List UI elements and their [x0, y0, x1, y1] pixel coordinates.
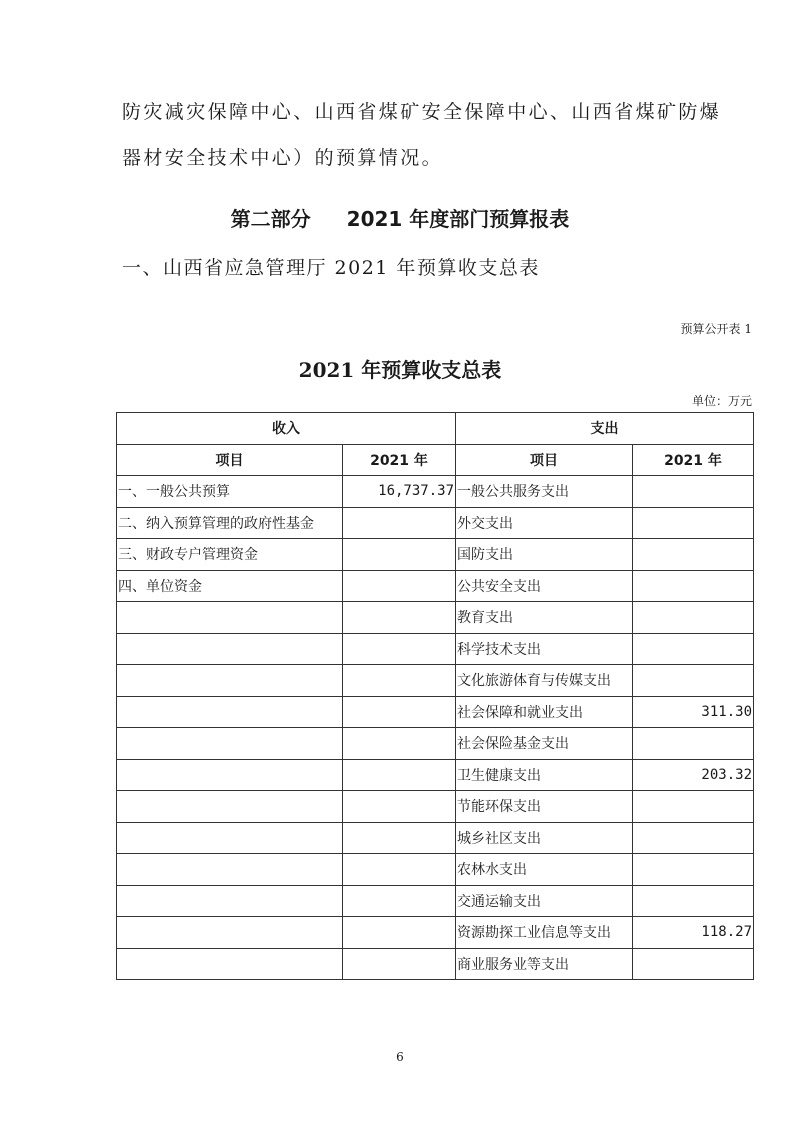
section-heading: 一、山西省应急管理厅 2021 年预算收支总表	[122, 257, 540, 279]
income-value-cell: 16,737.37	[343, 476, 456, 508]
table-row	[117, 633, 754, 665]
income-value-cell	[343, 791, 456, 823]
income-value-cell	[343, 570, 456, 602]
income-item-cell	[117, 602, 343, 634]
expense-value-cell	[633, 948, 754, 980]
table-row	[117, 602, 754, 634]
expense-item-header: 项目	[456, 444, 633, 476]
expense-item-cell: 节能环保支出	[456, 791, 633, 823]
table-row	[117, 728, 754, 760]
table-row	[117, 476, 754, 508]
table-title: 2021 年预算收支总表	[298, 358, 502, 382]
expense-value-cell	[633, 728, 754, 760]
expense-year-header: 2021 年	[633, 444, 754, 476]
expense-item-cell: 城乡社区支出	[456, 822, 633, 854]
expense-item-cell: 商业服务业等支出	[456, 948, 633, 980]
expense-item-cell: 公共安全支出	[456, 570, 633, 602]
part-report-title: 2021 年度部门预算报表	[346, 207, 570, 231]
income-item-cell	[117, 885, 343, 917]
table-row	[117, 539, 754, 571]
table-row	[117, 854, 754, 886]
income-value-cell	[343, 507, 456, 539]
income-item-cell	[117, 665, 343, 697]
unit-label: 单位：万元	[691, 394, 752, 408]
expense-item-cell: 社会保险基金支出	[456, 728, 633, 760]
expense-value-cell: 118.27	[633, 917, 754, 949]
expense-group-header: 支出	[456, 413, 754, 445]
expense-value-cell	[633, 885, 754, 917]
income-item-cell	[117, 791, 343, 823]
income-value-cell	[343, 602, 456, 634]
expense-item-cell: 交通运输支出	[456, 885, 633, 917]
table-row	[117, 570, 754, 602]
expense-item-cell: 国防支出	[456, 539, 633, 571]
income-item-cell: 三、财政专户管理资金	[117, 539, 343, 571]
income-value-cell	[343, 948, 456, 980]
expense-value-cell	[633, 633, 754, 665]
expense-value-cell: 203.32	[633, 759, 754, 791]
income-value-cell	[343, 917, 456, 949]
expense-item-cell: 卫生健康支出	[456, 759, 633, 791]
income-value-cell	[343, 885, 456, 917]
expense-value-cell	[633, 822, 754, 854]
table-row	[117, 507, 754, 539]
income-group-header: 收入	[117, 413, 456, 445]
expense-item-cell: 农林水支出	[456, 854, 633, 886]
income-year-header: 2021 年	[343, 444, 456, 476]
expense-value-cell	[633, 602, 754, 634]
expense-item-cell: 教育支出	[456, 602, 633, 634]
expense-item-cell: 一般公共服务支出	[456, 476, 633, 508]
expense-value-cell	[633, 570, 754, 602]
expense-value-cell	[633, 476, 754, 508]
income-item-cell	[117, 759, 343, 791]
expense-item-cell: 外交支出	[456, 507, 633, 539]
income-value-cell	[343, 822, 456, 854]
group-header-row	[117, 413, 754, 445]
part-title	[0, 203, 800, 232]
table-row	[117, 791, 754, 823]
expense-value-cell	[633, 539, 754, 571]
income-item-cell	[117, 633, 343, 665]
income-item-cell	[117, 917, 343, 949]
expense-item-cell: 文化旅游体育与传媒支出	[456, 665, 633, 697]
income-item-cell	[117, 696, 343, 728]
table-row	[117, 759, 754, 791]
intro-text-line-1: 防灾减灾保障中心、山西省煤矿安全保障中心、山西省煤矿防爆	[122, 101, 722, 123]
part-label: 第二部分	[230, 207, 311, 231]
budget-summary-table	[116, 412, 754, 980]
table-row	[117, 917, 754, 949]
income-item-cell	[117, 948, 343, 980]
expense-value-cell	[633, 507, 754, 539]
table-row	[117, 948, 754, 980]
income-value-cell	[343, 728, 456, 760]
income-item-cell: 二、纳入预算管理的政府性基金	[117, 507, 343, 539]
income-item-cell: 四、单位资金	[117, 570, 343, 602]
expense-item-cell: 社会保障和就业支出	[456, 696, 633, 728]
income-item-header: 项目	[117, 444, 343, 476]
page-number: 6	[396, 1050, 404, 1064]
intro-text-line-2: 器材安全技术中心）的预算情况。	[122, 147, 444, 169]
income-item-cell: 一、一般公共预算	[117, 476, 343, 508]
income-item-cell	[117, 854, 343, 886]
expense-value-cell	[633, 791, 754, 823]
income-value-cell	[343, 854, 456, 886]
column-header-row	[117, 444, 754, 476]
table-code: 预算公开表 1	[680, 322, 752, 336]
expense-item-cell: 科学技术支出	[456, 633, 633, 665]
expense-value-cell: 311.30	[633, 696, 754, 728]
budget-table-body	[117, 476, 754, 980]
income-value-cell	[343, 759, 456, 791]
expense-item-cell: 资源勘探工业信息等支出	[456, 917, 633, 949]
expense-value-cell	[633, 665, 754, 697]
table-row	[117, 665, 754, 697]
income-item-cell	[117, 822, 343, 854]
income-value-cell	[343, 633, 456, 665]
table-row	[117, 822, 754, 854]
income-value-cell	[343, 539, 456, 571]
table-row	[117, 696, 754, 728]
income-value-cell	[343, 665, 456, 697]
expense-value-cell	[633, 854, 754, 886]
income-value-cell	[343, 696, 456, 728]
table-row	[117, 885, 754, 917]
income-item-cell	[117, 728, 343, 760]
